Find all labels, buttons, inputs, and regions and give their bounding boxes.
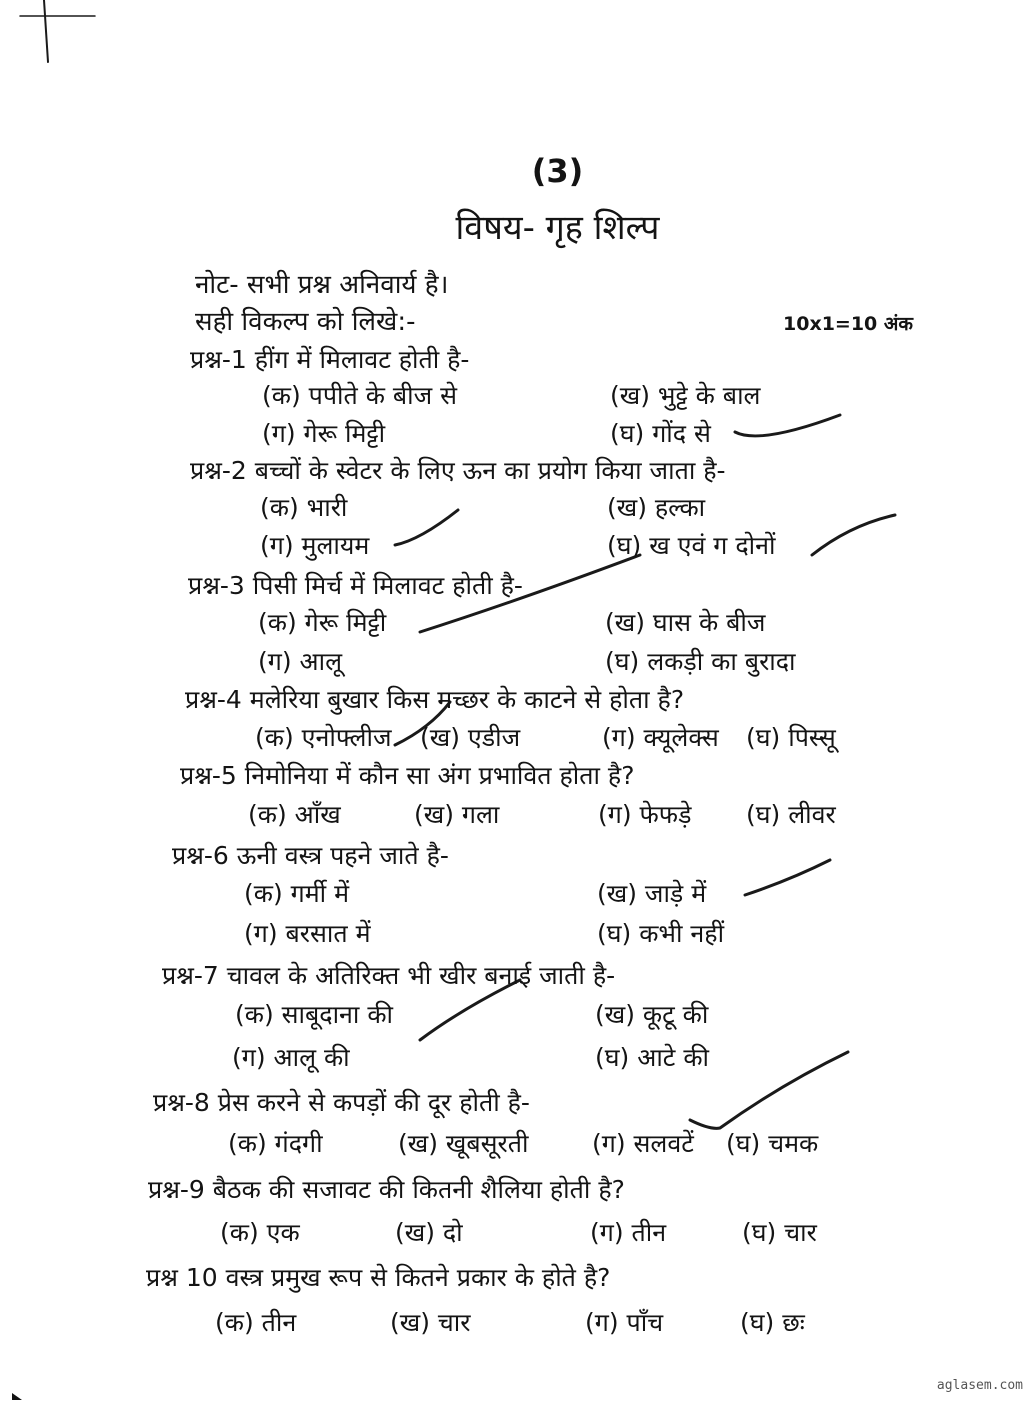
q3-option-b: (ख) घास के बीज: [605, 608, 766, 637]
q6-option-d: (घ) कभी नहीं: [597, 919, 725, 948]
question-9: प्रश्न-9 बैठक की सजावट की कितनी शैलिया होती है?: [148, 1175, 625, 1204]
q7-option-a: (क) साबूदाना की: [235, 1000, 394, 1029]
question-7: प्रश्न-7 चावल के अतिरिक्त भी खीर बनाई जाती है-: [162, 961, 616, 990]
q8-option-b: (ख) खूबसूरती: [398, 1129, 529, 1158]
q4-option-c: (ग) क्यूलेक्स: [602, 723, 719, 752]
q5-option-b: (ख) गला: [414, 800, 500, 829]
q9-option-a: (क) एक: [220, 1218, 300, 1247]
question-10: प्रश्न 10 वस्त्र प्रमुख रूप से कितने प्रकार के होते है?: [146, 1263, 611, 1292]
q6-option-c: (ग) बरसात में: [244, 919, 371, 948]
q3-option-d: (घ) लकड़ी का बुरादा: [605, 647, 796, 676]
q6-option-a: (क) गर्मी में: [244, 879, 350, 908]
q5-option-d: (घ) लीवर: [746, 800, 836, 829]
note-text: नोट- सभी प्रश्न अनिवार्य है।: [195, 270, 449, 300]
q1-option-d: (घ) गोंद से: [610, 419, 711, 448]
q1-option-a: (क) पपीते के बीज से: [262, 381, 458, 410]
q9-option-d: (घ) चार: [742, 1218, 817, 1247]
q7-option-d: (घ) आटे की: [595, 1043, 710, 1072]
q3-option-c: (ग) आलू: [258, 647, 343, 676]
marks-label: 10x1=10 अंक: [783, 313, 913, 335]
q2-option-d: (घ) ख एवं ग दोनों: [607, 531, 776, 560]
q2-option-a: (क) भारी: [260, 493, 348, 522]
q3-option-a: (क) गेरू मिट्टी: [258, 608, 387, 637]
q10-option-d: (घ) छः: [740, 1308, 805, 1337]
q10-option-a: (क) तीन: [215, 1308, 297, 1337]
instruction-text: सही विकल्प को लिखे:-: [195, 307, 416, 337]
question-4: प्रश्न-4 मलेरिया बुखार किस मच्छर के काटने से होता है?: [185, 685, 685, 714]
q9-option-b: (ख) दो: [395, 1218, 463, 1247]
q7-option-b: (ख) कूटू की: [595, 1000, 709, 1029]
q10-option-b: (ख) चार: [390, 1308, 471, 1337]
q4-option-a: (क) एनोफ्लीज: [255, 723, 392, 752]
q4-option-d: (घ) पिस्सू: [746, 723, 836, 752]
question-2: प्रश्न-2 बच्चों के स्वेटर के लिए ऊन का प्रयोग किया जाता है-: [190, 456, 726, 485]
q1-option-c: (ग) गेरू मिट्टी: [262, 419, 386, 448]
q2-option-b: (ख) हल्का: [607, 493, 706, 522]
q8-option-a: (क) गंदगी: [228, 1129, 323, 1158]
subject-title: विषय- गृह शिल्प: [455, 208, 660, 248]
q7-option-c: (ग) आलू की: [232, 1043, 350, 1072]
q5-option-a: (क) आँख: [248, 800, 341, 829]
question-6: प्रश्न-6 ऊनी वस्त्र पहने जाते है-: [172, 841, 449, 870]
q2-option-c: (ग) मुलायम: [260, 531, 370, 560]
q8-option-c: (ग) सलवटें: [592, 1129, 694, 1158]
q5-option-c: (ग) फेफड़े: [598, 800, 692, 829]
q8-option-d: (घ) चमक: [726, 1129, 819, 1158]
q6-option-b: (ख) जाड़े में: [597, 879, 707, 908]
q1-option-b: (ख) भुट्टे के बाल: [610, 381, 761, 410]
q4-option-b: (ख) एडीज: [420, 723, 521, 752]
question-8: प्रश्न-8 प्रेस करने से कपड़ों की दूर होती है-: [153, 1088, 530, 1117]
q9-option-c: (ग) तीन: [590, 1218, 667, 1247]
question-1: प्रश्न-1 हींग में मिलावट होती है-: [190, 345, 470, 374]
question-3: प्रश्न-3 पिसी मिर्च में मिलावट होती है-: [188, 571, 523, 600]
question-5: प्रश्न-5 निमोनिया में कौन सा अंग प्रभावित होता है?: [180, 761, 635, 790]
footer-watermark: aglasem.com: [936, 1378, 1023, 1393]
page-number: (3): [531, 152, 584, 190]
q10-option-c: (ग) पाँच: [585, 1308, 664, 1337]
